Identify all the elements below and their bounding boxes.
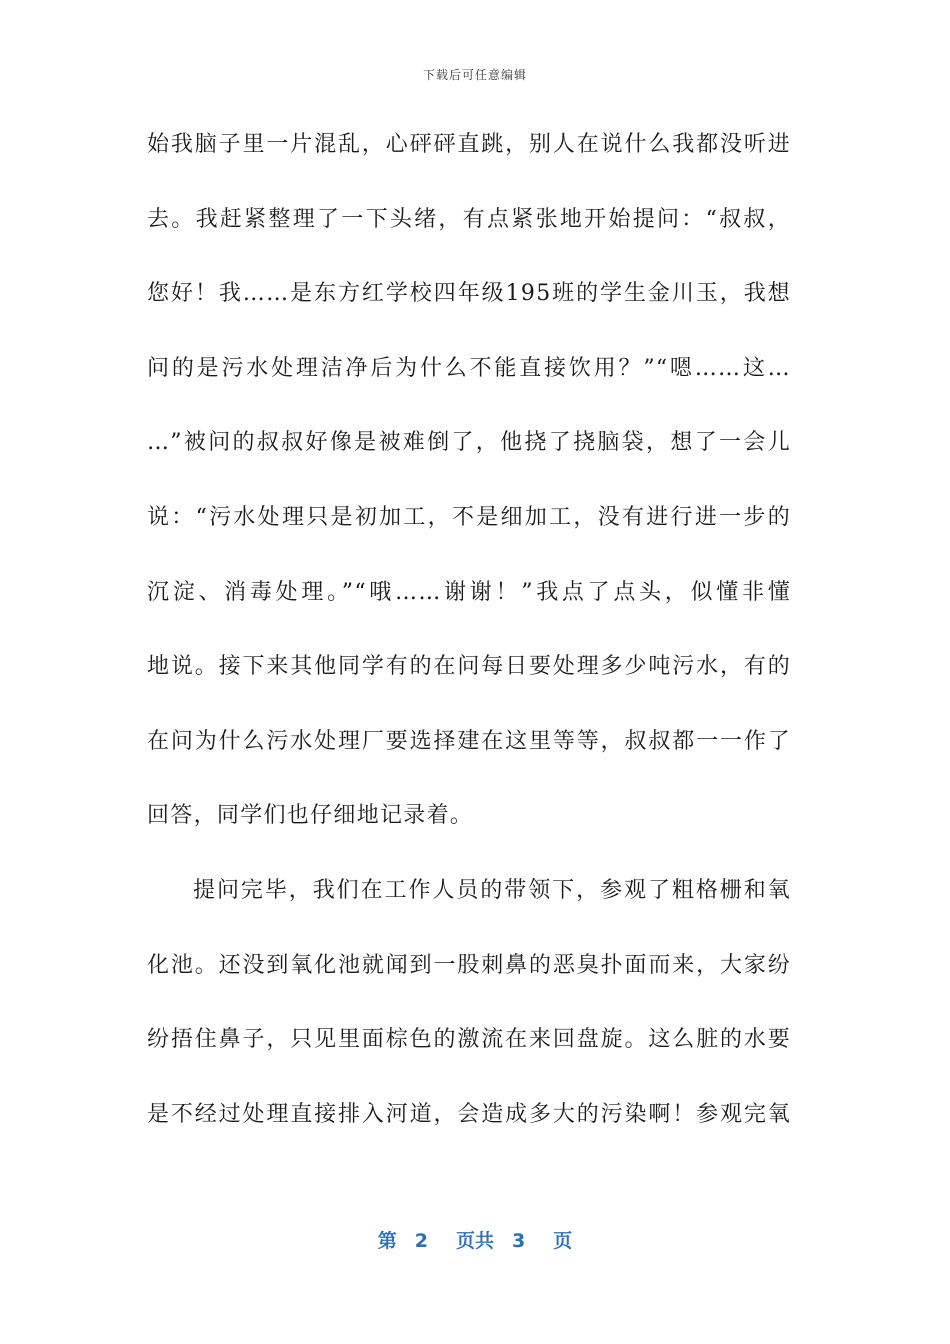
- text-line: 始我脑子里一片混乱，心砰砰直跳，别人在说什么我都没听进: [147, 132, 791, 157]
- text-line: 纷捂住鼻子，只见里面棕色的激流在来回盘旋。这么脏的水要: [147, 1027, 791, 1053]
- text-line: 在问为什么污水处理厂要选择建在这里等等，叔叔都一一作了: [147, 728, 791, 754]
- document-body: [147, 118, 791, 1162]
- page-footer: [0, 1226, 950, 1253]
- footer-current-page: 2: [414, 1230, 428, 1252]
- text-line: 说：“污水处理只是初加工，不是细加工，没有进行进一步的: [147, 504, 791, 530]
- text-line: 问的是污水处理洁净后为什么不能直接饮用？”“嗯……这…: [147, 355, 791, 381]
- text-line: 去。我赶紧整理了一下头绪，有点紧张地开始提问：“叔叔，: [147, 206, 791, 232]
- footer-middle: 页共: [455, 1230, 494, 1252]
- text-line: 化池。还没到氧化池就闻到一股刺鼻的恶臭扑面而来，大家纷: [147, 952, 791, 978]
- footer-total-pages: 3: [512, 1230, 526, 1252]
- text-line: …”被问的叔叔好像是被难倒了，他挠了挠脑袋，想了一会儿: [147, 430, 791, 456]
- text-line-paragraph-end: 回答，同学们也仔细地记录着。: [147, 803, 474, 829]
- footer-prefix: 第: [377, 1230, 397, 1252]
- footer-suffix: 页: [553, 1230, 573, 1252]
- text-line: 您好！我……是东方红学校四年级195班的学生金川玉，我想: [147, 281, 791, 307]
- text-line: 沉淀、消毒处理。”“哦……谢谢！”我点了点头，似懂非懂: [147, 579, 791, 605]
- text-line: 地说。接下来其他同学有的在问每日要处理多少吨污水，有的: [147, 654, 791, 680]
- text-line-paragraph-start: 提问完毕，我们在工作人员的带领下，参观了粗格栅和氧: [193, 877, 791, 903]
- header-note: 下载后可任意编辑: [422, 68, 527, 82]
- text-line: 是不经过处理直接排入河道，会造成多大的污染啊！参观完氧: [147, 1101, 791, 1127]
